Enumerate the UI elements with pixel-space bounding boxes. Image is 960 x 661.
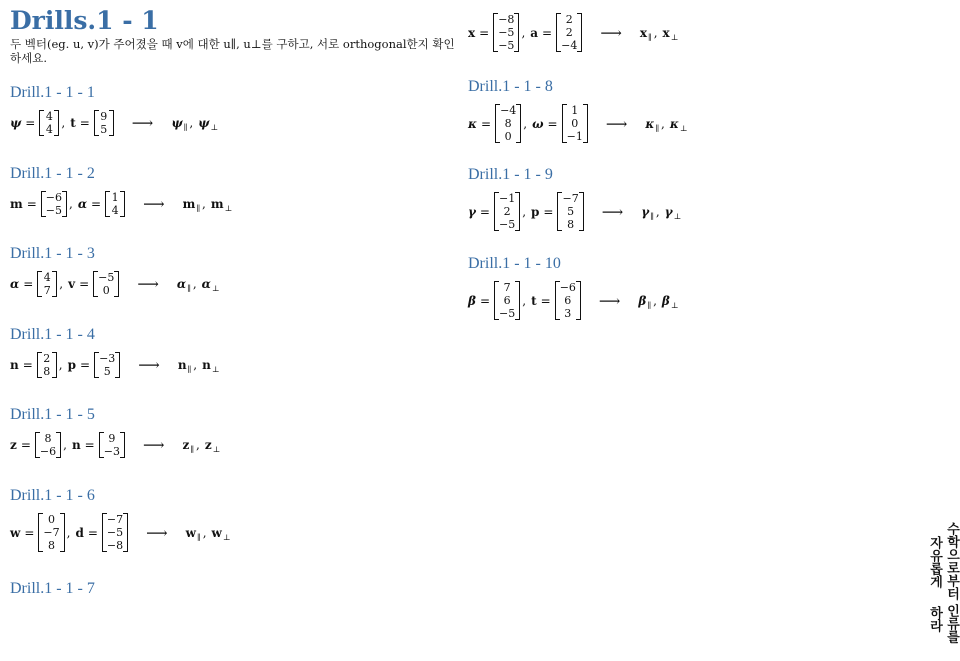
drill-title: Drill.1 - 1 - 1 <box>10 84 95 101</box>
equals-sign: = <box>87 525 98 540</box>
result-parallel: $\beta_\parallel$ <box>638 293 652 310</box>
result-perpendicular: $z_\perp$ <box>204 438 221 454</box>
matrix-cell: −5 <box>498 39 515 52</box>
arrow-icon: ⟶ <box>131 114 154 132</box>
arrow-icon: ⟶ <box>137 275 159 293</box>
parallel-subscript: ∥ <box>647 300 652 310</box>
vector-v-symbol: α <box>77 197 88 211</box>
matrix-cell: −5 <box>45 204 62 217</box>
vector-u-matrix <box>493 13 519 52</box>
page-title: Drills.1 - 1 <box>10 6 159 35</box>
comma: , <box>189 116 194 130</box>
matrix-cell: 6 <box>564 294 572 307</box>
result-parallel: $\kappa_\parallel$ <box>645 116 660 133</box>
drill-equation <box>10 110 218 136</box>
arrow-icon: ⟶ <box>600 23 622 42</box>
drill-block <box>10 487 230 552</box>
drill-block <box>10 165 232 217</box>
drill-title: Drill.1 - 1 - 8 <box>468 78 553 95</box>
drill-equation <box>10 513 230 552</box>
matrix-cell: 7 <box>503 281 511 294</box>
equals-sign: = <box>79 277 90 291</box>
vector-u-symbol: γ <box>468 204 476 219</box>
comma: , <box>58 358 63 372</box>
comma: , <box>521 25 526 40</box>
drill-equation <box>10 432 220 458</box>
perp-subscript: ⊥ <box>670 32 679 42</box>
matrix-cell: −7 <box>106 513 124 526</box>
matrix-cell: −6 <box>559 281 576 294</box>
comma: , <box>522 293 527 308</box>
matrix-cell: −4 <box>500 104 517 117</box>
equals-sign: = <box>26 197 37 211</box>
matrix-cell: 2 <box>503 205 511 218</box>
matrix-cell: 2 <box>565 13 573 26</box>
vector-u-symbol: n <box>10 358 19 372</box>
vector-u-symbol: z <box>10 438 17 452</box>
vector-u-matrix <box>37 352 57 378</box>
arrow-icon: ⟶ <box>143 195 165 213</box>
matrix-cell: −1 <box>566 130 583 143</box>
result-perpendicular: $\kappa_\perp$ <box>669 116 688 133</box>
matrix-cell: 4 <box>43 271 51 284</box>
matrix-cell: 4 <box>111 204 119 217</box>
equals-sign: = <box>79 116 90 130</box>
vector-u-matrix <box>35 432 61 458</box>
matrix-cell: −8 <box>498 13 515 26</box>
matrix-cell: 8 <box>44 432 52 445</box>
equals-sign: = <box>540 293 551 308</box>
parallel-subscript: ∥ <box>183 123 188 132</box>
parallel-subscript: ∥ <box>196 204 201 213</box>
equals-sign: = <box>80 358 91 372</box>
equals-sign: = <box>25 116 36 130</box>
vector-v-matrix <box>102 513 128 552</box>
matrix-cell: −8 <box>106 539 124 552</box>
equals-sign: = <box>547 116 558 131</box>
matrix-cell: 0 <box>102 284 110 297</box>
parallel-subscript: ∥ <box>655 123 660 133</box>
vector-u-symbol: κ <box>468 116 477 131</box>
matrix-cell: −5 <box>98 271 115 284</box>
vector-v-symbol: p <box>67 358 77 372</box>
vector-u-matrix <box>494 281 520 320</box>
vector-v-matrix <box>93 271 119 297</box>
comma: , <box>653 293 657 308</box>
comma: , <box>202 197 206 211</box>
result-parallel: $\alpha_\parallel$ <box>176 277 191 293</box>
drill-block <box>468 78 687 143</box>
matrix-cell: 9 <box>100 110 108 123</box>
result-parallel: $\gamma_\parallel$ <box>641 204 654 221</box>
drill-equation <box>10 191 232 217</box>
matrix-cell: 1 <box>571 104 579 117</box>
drill-equation <box>468 192 681 231</box>
drill-block <box>10 245 219 297</box>
drill-title: Drill.1 - 1 - 4 <box>10 326 95 343</box>
matrix-cell: 2 <box>43 352 51 365</box>
equals-sign: = <box>20 438 31 452</box>
result-perpendicular: $\beta_\perp$ <box>661 293 679 310</box>
matrix-cell: 8 <box>43 365 51 378</box>
comma: , <box>196 438 200 452</box>
matrix-cell: −3 <box>103 445 120 458</box>
vector-v-matrix <box>99 432 125 458</box>
matrix-cell: −4 <box>561 39 578 52</box>
vector-u-matrix <box>495 104 521 143</box>
drill-equation-continued <box>468 13 678 52</box>
result-perpendicular: $\psi_\perp$ <box>198 116 218 132</box>
arrow-icon: ⟶ <box>142 436 165 454</box>
comma: , <box>61 116 66 130</box>
vector-u-symbol: β <box>468 293 476 308</box>
perp-subscript: ⊥ <box>224 204 233 213</box>
result-perpendicular: $m_\perp$ <box>210 197 233 213</box>
drill-equation <box>468 281 678 320</box>
vector-v-symbol: d <box>75 525 84 540</box>
drill-title: Drill.1 - 1 - 6 <box>10 487 95 504</box>
parallel-subscript: ∥ <box>187 365 192 374</box>
vector-u-matrix <box>494 192 520 231</box>
parallel-subscript: ∥ <box>190 445 194 454</box>
vector-v-symbol: t <box>70 116 76 130</box>
vector-v-matrix <box>94 110 114 136</box>
comma: , <box>653 25 658 40</box>
vector-u-symbol: ψ <box>10 116 22 130</box>
matrix-cell: −5 <box>106 526 124 539</box>
drill-block <box>10 406 220 458</box>
matrix-cell: −6 <box>39 445 57 458</box>
matrix-cell: 8 <box>504 117 512 130</box>
comma: , <box>202 525 207 540</box>
comma: , <box>193 358 198 372</box>
comma: , <box>522 204 527 219</box>
result-parallel: $n_\parallel$ <box>177 358 192 374</box>
drill-title: Drill.1 - 1 - 9 <box>468 166 553 183</box>
equals-sign: = <box>543 204 554 219</box>
matrix-cell: 6 <box>503 294 511 307</box>
drill-block <box>10 326 219 378</box>
matrix-cell: 4 <box>45 110 53 123</box>
matrix-cell: 2 <box>565 26 573 39</box>
result-parallel: $x_\parallel$ <box>639 25 652 42</box>
vector-v-matrix <box>557 192 583 231</box>
vector-u-matrix <box>38 513 64 552</box>
vector-v-symbol: ω <box>532 116 544 131</box>
drill-equation <box>468 104 687 143</box>
matrix-cell: −5 <box>498 26 515 39</box>
drill-equation <box>10 271 219 297</box>
perp-subscript: ⊥ <box>222 532 231 542</box>
equals-sign: = <box>24 525 35 540</box>
matrix-cell: −7 <box>562 192 579 205</box>
matrix-cell: −3 <box>99 352 116 365</box>
parallel-subscript: ∥ <box>196 532 201 542</box>
arrow-icon: ⟶ <box>146 523 168 542</box>
matrix-cell: −6 <box>45 191 62 204</box>
vector-v-symbol: n <box>71 438 81 452</box>
equals-sign: = <box>479 25 490 40</box>
equals-sign: = <box>84 438 95 452</box>
vector-v-matrix <box>555 281 581 320</box>
drill-block <box>10 580 95 606</box>
drill-title: Drill.1 - 1 - 3 <box>10 245 95 262</box>
vector-v-matrix <box>556 13 582 52</box>
vector-v-symbol: p <box>531 204 540 219</box>
perp-subscript: ⊥ <box>679 123 688 133</box>
result-perpendicular: $\gamma_\perp$ <box>664 204 682 221</box>
matrix-cell: 9 <box>108 432 116 445</box>
equals-sign: = <box>23 277 34 291</box>
result-perpendicular: $n_\perp$ <box>202 358 220 374</box>
comma: , <box>63 438 67 452</box>
result-parallel: $z_\parallel$ <box>182 438 194 454</box>
equals-sign: = <box>479 204 490 219</box>
vector-v-matrix <box>94 352 120 378</box>
comma: , <box>523 116 528 131</box>
result-perpendicular: $\alpha_\perp$ <box>201 277 220 293</box>
perp-subscript: ⊥ <box>210 123 218 132</box>
drill-block <box>10 84 218 136</box>
arrow-icon: ⟶ <box>601 202 624 221</box>
drill-block <box>468 255 678 320</box>
arrow-icon: ⟶ <box>605 114 628 133</box>
matrix-cell: −5 <box>499 307 516 320</box>
drill-title: Drill.1 - 1 - 7 <box>10 580 95 597</box>
matrix-cell: 8 <box>48 539 56 552</box>
drill-title: Drill.1 - 1 - 5 <box>10 406 95 423</box>
drill-equation <box>468 13 678 52</box>
perp-subscript: ⊥ <box>673 211 682 221</box>
result-perpendicular: $x_\perp$ <box>662 25 679 42</box>
parallel-subscript: ∥ <box>187 284 191 293</box>
matrix-cell: −7 <box>43 526 60 539</box>
matrix-cell: 8 <box>567 218 575 231</box>
vector-u-symbol: α <box>10 277 20 291</box>
drill-block <box>468 166 681 231</box>
matrix-cell: 0 <box>48 513 56 526</box>
matrix-cell: 5 <box>100 123 108 136</box>
result-perpendicular: $w_\perp$ <box>211 525 231 542</box>
vector-u-matrix <box>37 271 57 297</box>
matrix-cell: 5 <box>567 205 575 218</box>
equals-sign: = <box>479 293 491 308</box>
vector-u-symbol: x <box>468 25 476 40</box>
comma: , <box>655 204 660 219</box>
perp-subscript: ⊥ <box>211 284 220 293</box>
comma: , <box>192 277 197 291</box>
perp-subscript: ⊥ <box>212 445 221 454</box>
equals-sign: = <box>22 358 33 372</box>
arrow-icon: ⟶ <box>138 356 160 374</box>
vector-u-matrix <box>39 110 59 136</box>
perp-subscript: ⊥ <box>670 300 679 310</box>
vector-v-matrix <box>105 191 125 217</box>
vector-v-matrix <box>562 104 588 143</box>
matrix-cell: 7 <box>43 284 51 297</box>
vector-v-symbol: v <box>68 277 76 291</box>
arrow-icon: ⟶ <box>598 291 621 310</box>
result-parallel: $\psi_\parallel$ <box>171 116 188 132</box>
equals-sign: = <box>481 116 492 131</box>
comma: , <box>68 197 73 211</box>
parallel-subscript: ∥ <box>650 211 654 221</box>
vector-u-symbol: m <box>10 197 23 211</box>
matrix-cell: −1 <box>498 192 516 205</box>
comma: , <box>66 525 71 540</box>
matrix-cell: 0 <box>504 130 512 143</box>
result-parallel: $m_\parallel$ <box>182 197 201 213</box>
equals-sign: = <box>91 197 102 211</box>
vector-v-symbol: t <box>531 293 537 308</box>
drill-title: Drill.1 - 1 - 2 <box>10 165 95 182</box>
result-parallel: $w_\parallel$ <box>185 525 201 542</box>
matrix-cell: 0 <box>571 117 579 130</box>
matrix-cell: 4 <box>45 123 53 136</box>
comma: , <box>661 116 665 131</box>
matrix-cell: 1 <box>111 191 119 204</box>
matrix-cell: 5 <box>103 365 111 378</box>
drill-title: Drill.1 - 1 - 10 <box>468 255 561 272</box>
drill-equation <box>10 352 219 378</box>
vector-u-symbol: w <box>10 525 21 540</box>
comma: , <box>59 277 64 291</box>
perp-subscript: ⊥ <box>211 365 220 374</box>
matrix-cell: 3 <box>564 307 572 320</box>
equals-sign: = <box>542 25 553 40</box>
vector-u-matrix <box>41 191 67 217</box>
matrix-cell: −5 <box>498 218 516 231</box>
parallel-subscript: ∥ <box>648 32 652 42</box>
intro-text: 두 벡터(eg. u, v)가 주어졌을 때 v에 대한 u∥, u⊥를 구하고, 서로 orthogonal한지 확인하세요. <box>10 37 455 65</box>
vector-v-symbol: a <box>530 25 539 40</box>
calligraphy-logo: 수학으로부터 인류를 자유롭게 하라 <box>927 522 959 643</box>
